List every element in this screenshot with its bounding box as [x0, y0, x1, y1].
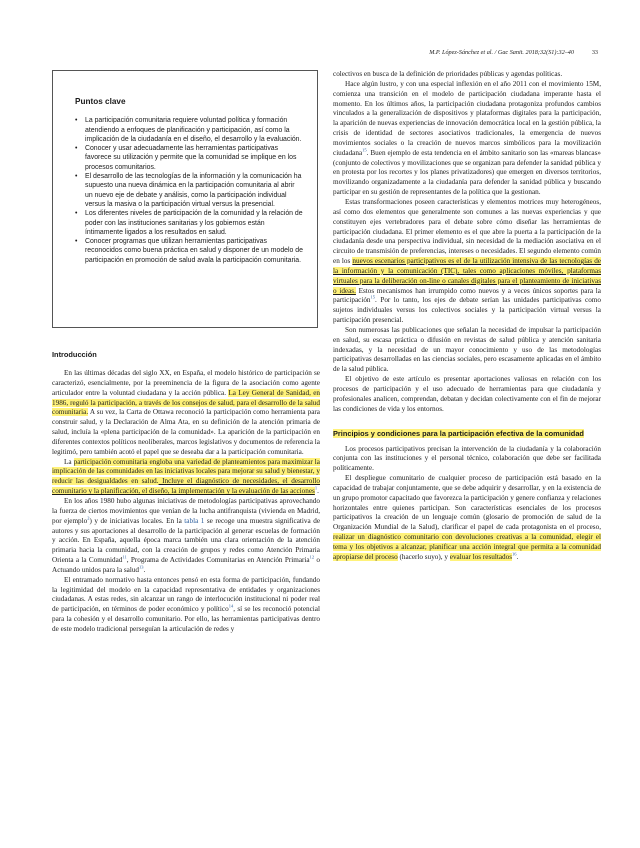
paragraph: El entramado normativo hasta entonces pensó en esta forma de participación, fundando la legitimidad del modelo en la capacidad representativa de entidades y organizaciones ciudadanas. A estas redes, sin alcanzar un rango de interlocución institucional ni poder real de participación, en términos de poder económico y político$^{14}$, sí se les reconoció potencial para la cohesión y el desarrollo comunitario. Por ello, las herramientas participativas dentro de este modelo tradicional perseguían la articulación de redes y [52, 575, 320, 633]
highlight: La Ley General de Sanidad, en 1986, reguló la participación, a través de los consejos de salud, para el desarrollo de la salud comunitaria. [52, 388, 320, 417]
reference-link[interactable]: 16 [512, 551, 517, 557]
paragraph: Son numerosas las publicaciones que señalan la necesidad de impulsar la participación en salud, su escasa práctica o difusión en revistas de salud pública y atención sanitaria indexadas, y la necesidad de un mayor conocimiento y uso de las metodologías participativas desarrolladas en las ciencias sociales, pero escasamente aplicadas en el ámbito de la salud pública. [333, 325, 601, 374]
reference-link[interactable]: 12 [309, 554, 315, 560]
paragraph: El objetivo de este artículo es presentar aportaciones valiosas en relación con los procesos de participación y el uso adecuado de herramientas para que ciudadanía y profesionales analicen, comprendan, debatan y decidan colectivamente con el fin de mejorar las condiciones de vida y los entornos. [333, 375, 601, 413]
paragraph: En los años 1980 hubo algunas iniciativas de metodologías participativas aprovechando la fuerza de ciertos movimientos que venían de la lucha antifranquista (vivienda en Madrid, por ejemplo$^2$) y de iniciativas locales. En la tabla 1 se recoge una muestra significativa de autores y sus aportaciones al desarrollo de la participación al generar escuelas de formación y acción. En España, aquella época marca también una clara orientación de la atención primaria hacia la comunidad, con la creación de grupos y redes como Atención Primaria Orienta a la Comunidad$^{11}$, Programa de Actividades Comunitarias en Atención Primaria$^{12}$ o Actuando unidos para la salud$^{13}$. [52, 496, 321, 574]
paragraph: colectivos en busca de la definición de prioridades públicas y agendas políticas. [333, 70, 563, 78]
key-point-item: • La participación comunitaria requiere voluntad política y formación atendiendo a enfoques de planificación y participación, así como la implicación de la ciudadanía en el diseño, el desarrollo y la evaluación. [75, 116, 303, 144]
reference-link[interactable]: 15 [362, 147, 367, 153]
intro-heading: Introducción [52, 350, 97, 359]
highlight: Principios y condiciones para la participación efectiva de la comunidad [333, 428, 584, 438]
reference-link[interactable]: 1 [314, 485, 318, 491]
highlight-underlined: Incluye el diagnóstico de necesidades, el desarrollo comunitario y la planificación, el diseño, la implementación y la evaluación de las acciones [52, 477, 320, 496]
intro-body [52, 369, 320, 635]
key-points-title: Puntos clave [75, 97, 126, 106]
reference-link[interactable]: 11 [122, 554, 127, 560]
paragraph: En las últimas décadas del siglo XX, en España, el modelo histórico de participación se caracterizó, esencialmente, por la preeminencia de la figura de la asociación como agente articulador entre la voluntad ciudadana y la acción pública. La Ley General de Sanidad, en 1986, reguló la participación, a través de los consejos de salud, para el desarrollo de la salud comunitaria. A su vez, la Carta de Ottawa reconoció la participación como herramienta para construir salud, y la Declaración de Alma Ata, en su definición de la atención primaria de salud, incluía la «plena participación de la comunidad». La aparición de la participación en diferentes contextos políticos neoliberales, marcos legislativos y documentos de referencia la legitimó, pero también acotó el papel que se deseaba dar a la participación comunitaria. [52, 369, 320, 456]
highlight-underlined: nuevos escenarios participativos es el de la utilización intensiva de las tecnologías de la información y la comunicación (TIC), tales como aplicaciones móviles, plataformas virtuales para la deliberación on-line o canales digitales para el planteamiento de iniciativas o ideas. [333, 257, 602, 295]
highlight: realizar un diagnóstico comunitario con devoluciones creativas a la comunidad, elegir el tema y los objetivos a alcanzar, planificar una acción integral que permita a la comunidad apropiarse del proceso [333, 533, 601, 561]
page-number: 33 [591, 49, 598, 56]
key-points-box [52, 70, 318, 328]
running-header [52, 49, 598, 59]
reference-link[interactable]: 14 [228, 603, 234, 609]
key-point-item: • El desarrollo de las tecnologías de la información y la comunicación ha supuesto una nueva dinámica en la participación comunitaria al abrir un nuevo eje de debate y análisis, como la participación individual versus la masiva o la participación virtual versus la presencial. [75, 172, 303, 209]
key-point-item: • Conocer y usar adecuadamente las herramientas participativas favorece su utilización y permite que la comunidad se implique en los procesos comunitarios. [75, 144, 303, 172]
reference-link[interactable]: 15 [370, 295, 376, 301]
highlight: participación comunitaria engloba una variedad de planteamientos para maximizar la implicación de las comunidades en las iniciativas locales para mejorar su salud y bienestar, y reducir las desigualdades en salud. [52, 457, 320, 486]
reference-link[interactable]: 13 [139, 564, 144, 570]
key-point-item: • Los diferentes niveles de participación de la comunidad y la relación de poder con las instituciones sanitarias y los gobiernos están íntimamente ligados a los resultados en salud. [75, 209, 303, 237]
paragraph: Los procesos participativos precisan la intervención de la ciudadanía y la colaboración conjunta con las instituciones y el personal técnico, colaboración que debe ser facilitada políticamente. [333, 444, 601, 473]
journal-citation: M.P. López-Sánchez et al. / Gac Sanit. 2018;32(S1):32–40 [429, 49, 574, 56]
section-heading [333, 429, 601, 439]
right-column [333, 70, 601, 563]
reference-link[interactable]: 2 [87, 515, 90, 521]
key-point-item: • Conocer programas que utilizan herramientas participativas reconocidos como buena práctica en salud y disponer de un modelo de participación en promoción de salud avala la participación comunitaria. [75, 237, 303, 265]
paragraph: La participación comunitaria engloba una variedad de planteamientos para maximizar la implicación de las comunidades en las iniciativas locales para mejorar su salud y bienestar, y reducir las desigualdades en salud. Incluye el diagnóstico de necesidades, el desarrollo comunitario y la planificación, el diseño, la implementación y la evaluación de las acciones$^1$. [52, 457, 320, 496]
paragraph: El despliegue comunitario de cualquier proceso de participación está basado en la capacidad de trabajar conjuntamente, que se debe adquirir y desarrollar, y en la existencia de un grupo promotor capacitado que favorezca la participación y genere confianza y relaciones horizontales entre quienes participan. Son características esenciales de los procesos participativos la creación de un lenguaje común (glosario de promoción de salud de la Organización Mundial de la Salud), clarificar el papel de cada protagonista en el proceso, realizar un diagnóstico comunitario con devoluciones creativas a la comunidad, elegir el tema y los objetivos a alcanzar, planificar una acción integral que permita a la comunidad apropiarse del proceso (hacerlo suyo), y evaluar los resultados$^{16}$. [333, 474, 601, 561]
highlight: evaluar los resultados [449, 552, 513, 561]
key-points-list [75, 116, 303, 265]
paragraph: Estas transformaciones poseen características y elementos motrices muy heterogéneos, así como dos elementos que generalmente son comunes a las nuevas experiencias y que constituyen ejes vertebradores para el debate sobre cómo diseñar las herramientas de participación ciudadana. El primer elemento es el que abre la puerta a la participación de la ciudadanía desde una perspectiva individual, sin necesidad de la mediación asociativa en el circuito de transmisión de preferencias, intereses o necesidades. El segundo elemento común en los nuevos escenarios participativos es el de la utilización intensiva de las tecnologías de la información y la comunicación (TIC), tales como aplicaciones móviles, plataformas virtuales para la deliberación on-line o canales digitales para el planteamiento de iniciativas o ideas. Estos mecanismos han irrumpido como nuevos y a veces únicos soportes para la participación$^{15}$. Por lo tanto, los ejes de debate serían las unidades participativas como sujetos individuales versus los colectivos sociales y la participación virtual versus la participación presencial. [333, 197, 602, 325]
paragraph: Hace algún lustro, y con una especial inflexión en el año 2011 con el movimiento 15M, comienza una transición en el modelo de participación ciudadana imperante hasta el momento. En los últimos años, la participación ciudadana protagoniza profundos cambios vinculados a la generalización de dispositivos y plataformas digitales para la participación, la aparición de nuevas experiencias de innovación democrática local en la gestión pública, la crisis de identidad de sectores asociativos tradicionales, la emergencia de nuevos movimientos sociales o la creación de nuevos marcos simbólicos para la movilización ciudadana$^{15}$. Buen ejemplo de esta tendencia en el ámbito sanitario son las «mareas blancas» (conjunto de colectivos y movilizaciones que se organizan para defender la sanidad pública y en protesta por los recortes y los planes privatizadores) que emergen en diversos territorios, movilizando organizadamente a la ciudadanía para defender la sanidad pública y buscando participar en su gestión de representantes de la política que la gestionan. [333, 79, 601, 197]
table-link[interactable]: tabla 1 [184, 516, 205, 525]
